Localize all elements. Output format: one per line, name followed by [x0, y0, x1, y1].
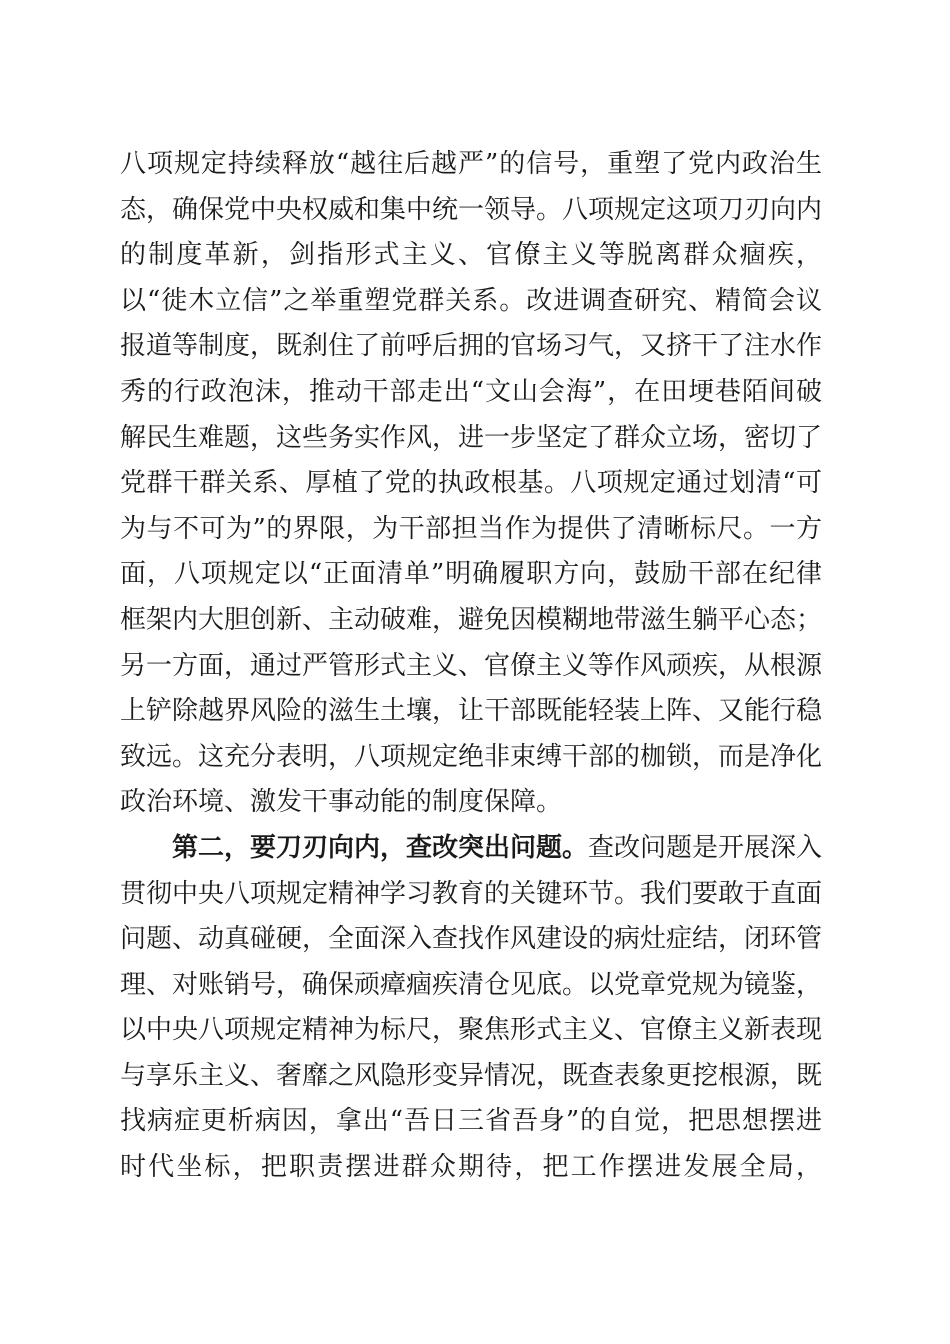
text-line: 报道等制度，既刹住了前呼后拥的官场习气，又挤干了注水作 [120, 331, 823, 362]
text-line: 框架内大胆创新、主动破难，避免因模糊地带滋生躺平心态； [120, 604, 823, 635]
text-line: 面，八项规定以“正面清单”明确履职方向，鼓励干部在纪律 [120, 559, 822, 590]
text-line: 党群干群关系、厚植了党的执政根基。八项规定通过划清“可 [120, 468, 822, 499]
text-line: 秀的行政泡沫，推动干部走出“文山会海”，在田埂巷陌间破 [120, 376, 822, 407]
paragraph-heading: 第二，要刀刃向内，查改突出问题。 [172, 832, 589, 863]
text-line: 另一方面，通过严管形式主义、官僚主义等作风顽疾，从根源 [120, 650, 823, 681]
paragraph-1 [120, 142, 822, 826]
text-line: 致远。这充分表明，八项规定绝非束缚干部的枷锁，而是净化 [120, 741, 823, 772]
paragraph-2-first-rest: 查改问题是开展深入 [588, 832, 823, 863]
text-line: 时代坐标，把职责摆进群众期待，把工作摆进发展全局， [120, 1152, 822, 1183]
text-line: 为与不可为”的界限，为干部担当作为提供了清晰标尺。一方 [120, 513, 822, 544]
text-line: 解民生难题，这些务实作风，进一步坚定了群众立场，密切了 [120, 422, 823, 453]
text-line: 的制度革新，剑指形式主义、官僚主义等脱离群众痼疾， [120, 240, 822, 271]
document-body [120, 142, 822, 1191]
text-line: 八项规定持续释放“越往后越严”的信号，重塑了党内政治生 [120, 149, 822, 179]
text-line: 问题、动真碰硬，全面深入查找作风建设的病灶症结，闭环管 [120, 924, 823, 955]
text-line: 态，确保党中央权威和集中统一领导。八项规定这项刀刃向内 [120, 194, 823, 225]
text-line: 政治环境、激发干事动能的制度保障。 [120, 787, 563, 818]
text-line: 找病症更析病因，拿出“吾日三省吾身”的自觉，把思想摆进 [120, 1106, 822, 1137]
text-line: 以中央八项规定精神为标尺，聚焦形式主义、官僚主义新表现 [120, 1015, 823, 1046]
text-line: 与享乐主义、奢靡之风隐形变异情况，既查表象更挖根源，既 [120, 1060, 823, 1091]
paragraph-2-first-line [120, 826, 822, 872]
text-line: 理、对账销号，确保顽瘴痼疾清仓见底。以党章党规为镜鉴， [120, 969, 823, 1000]
paragraph-2 [120, 826, 822, 1191]
text-line: 以“徙木立信”之举重塑党群关系。改进调查研究、精简会议 [120, 285, 822, 316]
text-line: 上铲除越界风险的滋生土壤，让干部既能轻装上阵、又能行稳 [120, 696, 823, 727]
text-line: 贯彻中央八项规定精神学习教育的关键环节。我们要敢于直面 [120, 878, 823, 909]
